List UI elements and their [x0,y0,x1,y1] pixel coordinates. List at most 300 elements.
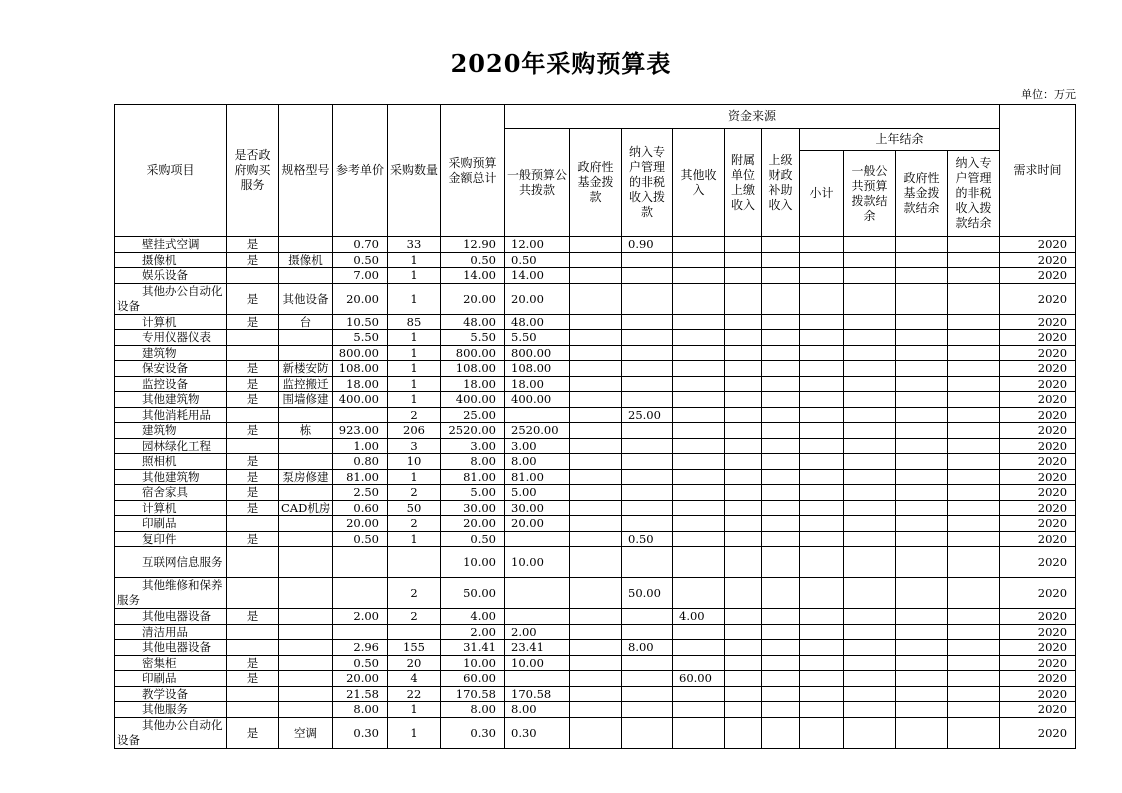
cell-time: 2020 [1000,392,1076,408]
cell-empty [844,345,896,361]
cell-special [622,361,673,377]
cell-spec [279,531,333,547]
cell-total: 3.00 [441,438,505,454]
cell-gov [227,268,279,284]
cell-time: 2020 [1000,268,1076,284]
cell-empty [800,686,844,702]
cell-empty [800,423,844,439]
cell-empty [762,516,800,532]
cell-empty [948,609,1000,625]
cell-empty [800,609,844,625]
cell-special [622,609,673,625]
cell-empty [844,578,896,609]
cell-price: 0.30 [333,717,388,748]
cell-item: 娱乐设备 [115,268,227,284]
cell-empty [725,547,762,578]
cell-spec: 空调 [279,717,333,748]
cell-spec: 泵房修建 [279,469,333,485]
header-unit-price: 参考单价 [333,105,388,237]
cell-empty [896,609,948,625]
cell-price: 20.00 [333,283,388,314]
table-row [115,686,1076,702]
cell-general: 0.50 [505,252,570,268]
cell-item: 专用仪器仪表 [115,330,227,346]
cell-general [505,671,570,687]
cell-empty [948,268,1000,284]
cell-price: 0.70 [333,237,388,253]
cell-empty [570,407,622,423]
procurement-budget-table [114,104,1076,749]
cell-gov: 是 [227,454,279,470]
cell-total: 10.00 [441,547,505,578]
cell-spec: 台 [279,314,333,330]
cell-other [673,407,725,423]
cell-time: 2020 [1000,624,1076,640]
cell-other [673,237,725,253]
cell-spec: 摄像机 [279,252,333,268]
cell-time: 2020 [1000,454,1076,470]
cell-empty [570,531,622,547]
cell-total: 5.50 [441,330,505,346]
cell-other [673,361,725,377]
cell-empty [762,376,800,392]
cell-empty [725,361,762,377]
cell-empty [896,454,948,470]
cell-price: 81.00 [333,469,388,485]
cell-empty [800,671,844,687]
cell-empty [896,531,948,547]
cell-gov [227,640,279,656]
cell-qty: 1 [388,376,441,392]
cell-spec [279,624,333,640]
cell-empty [844,469,896,485]
cell-empty [800,345,844,361]
cell-empty [844,717,896,748]
cell-empty [948,454,1000,470]
table-row [115,624,1076,640]
cell-qty: 1 [388,702,441,718]
cell-total: 60.00 [441,671,505,687]
cell-gov: 是 [227,671,279,687]
cell-special [622,438,673,454]
cell-other [673,252,725,268]
cell-empty [725,252,762,268]
cell-general: 20.00 [505,283,570,314]
cell-price: 0.50 [333,531,388,547]
cell-empty [844,624,896,640]
cell-total: 5.00 [441,485,505,501]
cell-price: 0.60 [333,500,388,516]
cell-empty [948,547,1000,578]
cell-gov [227,547,279,578]
table-row [115,392,1076,408]
cell-empty [896,469,948,485]
cell-empty [800,640,844,656]
cell-empty [948,314,1000,330]
cell-empty [762,609,800,625]
cell-empty [896,283,948,314]
cell-spec [279,547,333,578]
header-total: 采购预算金额总计 [441,105,505,237]
cell-total: 0.50 [441,252,505,268]
cell-general: 8.00 [505,702,570,718]
cell-empty [725,702,762,718]
cell-empty [948,330,1000,346]
cell-other [673,485,725,501]
cell-gov [227,407,279,423]
cell-qty: 1 [388,283,441,314]
cell-other: 60.00 [673,671,725,687]
cell-empty [725,609,762,625]
cell-empty [896,237,948,253]
cell-empty [762,485,800,501]
cell-price: 1.00 [333,438,388,454]
cell-empty [570,330,622,346]
cell-other [673,345,725,361]
cell-empty [896,438,948,454]
cell-special: 8.00 [622,640,673,656]
cell-price: 10.50 [333,314,388,330]
cell-time: 2020 [1000,717,1076,748]
header-fund-source: 资金来源 [505,105,1000,129]
cell-total: 4.00 [441,609,505,625]
cell-empty [762,438,800,454]
cell-empty [762,361,800,377]
cell-empty [725,516,762,532]
cell-qty: 1 [388,531,441,547]
cell-special [622,469,673,485]
cell-other [673,469,725,485]
cell-empty [570,655,622,671]
table-row [115,423,1076,439]
header-prev-special: 纳入专户管理的非税收入拨款结余 [948,151,1000,237]
cell-qty: 33 [388,237,441,253]
cell-empty [948,345,1000,361]
cell-empty [570,500,622,516]
cell-general [505,578,570,609]
cell-special [622,516,673,532]
cell-total: 8.00 [441,702,505,718]
cell-general: 48.00 [505,314,570,330]
cell-empty [800,438,844,454]
cell-spec: 新楼安防 [279,361,333,377]
table-row [115,717,1076,748]
cell-qty: 1 [388,361,441,377]
header-gov-service: 是否政府购买服务 [227,105,279,237]
cell-empty [844,500,896,516]
cell-time: 2020 [1000,547,1076,578]
cell-spec [279,438,333,454]
cell-spec [279,609,333,625]
cell-price [333,578,388,609]
cell-other [673,702,725,718]
cell-time: 2020 [1000,500,1076,516]
cell-time: 2020 [1000,283,1076,314]
cell-other [673,500,725,516]
cell-item: 园林绿化工程 [115,438,227,454]
cell-time: 2020 [1000,252,1076,268]
cell-item: 建筑物 [115,423,227,439]
cell-total: 14.00 [441,268,505,284]
header-demand-time: 需求时间 [1000,105,1076,237]
cell-empty [948,423,1000,439]
table-row [115,671,1076,687]
cell-spec [279,345,333,361]
cell-general: 0.30 [505,717,570,748]
cell-empty [844,640,896,656]
cell-empty [844,454,896,470]
cell-empty [844,330,896,346]
table-row [115,345,1076,361]
cell-empty [948,686,1000,702]
cell-total: 18.00 [441,376,505,392]
cell-spec [279,578,333,609]
cell-empty [844,702,896,718]
cell-empty [725,345,762,361]
cell-special [622,500,673,516]
cell-spec [279,655,333,671]
cell-empty [762,407,800,423]
cell-empty [896,578,948,609]
cell-special: 0.50 [622,531,673,547]
cell-empty [762,686,800,702]
table-row [115,407,1076,423]
cell-other [673,655,725,671]
cell-gov: 是 [227,717,279,748]
cell-general: 5.00 [505,485,570,501]
header-spec: 规格型号 [279,105,333,237]
cell-spec: 栋 [279,423,333,439]
cell-special [622,671,673,687]
cell-empty [844,609,896,625]
cell-price: 2.96 [333,640,388,656]
cell-empty [844,252,896,268]
table-body [115,237,1076,749]
cell-time: 2020 [1000,314,1076,330]
cell-empty [896,624,948,640]
cell-item: 印刷品 [115,671,227,687]
cell-total: 48.00 [441,314,505,330]
cell-price: 400.00 [333,392,388,408]
table-row [115,469,1076,485]
cell-spec: 其他设备 [279,283,333,314]
cell-empty [844,423,896,439]
cell-empty [948,640,1000,656]
cell-item: 宿舍家具 [115,485,227,501]
cell-general: 10.00 [505,547,570,578]
cell-empty [762,469,800,485]
cell-empty [800,283,844,314]
cell-empty [896,686,948,702]
cell-empty [948,485,1000,501]
cell-empty [844,237,896,253]
cell-empty [725,655,762,671]
cell-empty [725,640,762,656]
cell-general: 5.50 [505,330,570,346]
cell-price: 2.50 [333,485,388,501]
cell-other [673,268,725,284]
cell-empty [762,547,800,578]
cell-item: 摄像机 [115,252,227,268]
cell-empty [896,547,948,578]
cell-time: 2020 [1000,423,1076,439]
cell-empty [725,283,762,314]
cell-other [673,330,725,346]
cell-spec [279,237,333,253]
cell-empty [725,624,762,640]
cell-price [333,624,388,640]
table-row [115,609,1076,625]
cell-empty [725,314,762,330]
cell-empty [896,500,948,516]
cell-empty [844,407,896,423]
cell-empty [725,469,762,485]
cell-empty [570,314,622,330]
cell-empty [725,485,762,501]
cell-other [673,717,725,748]
cell-special [622,392,673,408]
cell-gov [227,578,279,609]
cell-empty [762,237,800,253]
cell-empty [800,547,844,578]
cell-general [505,609,570,625]
cell-empty [896,361,948,377]
cell-empty [570,671,622,687]
cell-empty [570,345,622,361]
cell-total: 10.00 [441,655,505,671]
cell-empty [844,361,896,377]
cell-empty [725,268,762,284]
cell-empty [570,454,622,470]
cell-empty [725,717,762,748]
cell-other [673,531,725,547]
cell-gov: 是 [227,252,279,268]
cell-empty [725,454,762,470]
cell-time: 2020 [1000,330,1076,346]
cell-gov: 是 [227,376,279,392]
cell-item: 计算机 [115,314,227,330]
cell-price: 7.00 [333,268,388,284]
cell-item: 印刷品 [115,516,227,532]
header-gov-fund: 政府性基金拨款 [570,129,622,237]
cell-qty [388,624,441,640]
table-row [115,361,1076,377]
cell-price: 2.00 [333,609,388,625]
table-row [115,454,1076,470]
cell-gov [227,702,279,718]
cell-gov: 是 [227,609,279,625]
unit-label: 单位：万元 [1021,88,1076,101]
cell-empty [896,407,948,423]
cell-empty [762,268,800,284]
cell-total: 400.00 [441,392,505,408]
cell-other [673,423,725,439]
cell-general [505,531,570,547]
cell-special [622,252,673,268]
header-prev-balance: 上年结余 [800,129,1000,151]
cell-item: 照相机 [115,454,227,470]
cell-empty [948,624,1000,640]
header-quantity: 采购数量 [388,105,441,237]
cell-empty [762,702,800,718]
cell-other [673,686,725,702]
cell-gov [227,330,279,346]
cell-general: 14.00 [505,268,570,284]
page-title: 2020年采购预算表 [450,49,672,78]
cell-empty [762,531,800,547]
cell-empty [948,283,1000,314]
cell-qty: 2 [388,407,441,423]
cell-gov: 是 [227,423,279,439]
cell-special [622,547,673,578]
header-prev-gov-fund: 政府性基金拨款结余 [896,151,948,237]
cell-time: 2020 [1000,237,1076,253]
cell-special [622,268,673,284]
cell-empty [762,252,800,268]
cell-general: 8.00 [505,454,570,470]
cell-price: 20.00 [333,516,388,532]
cell-special [622,423,673,439]
cell-empty [570,578,622,609]
cell-general: 2520.00 [505,423,570,439]
header-prev-general: 一般公共预算拨款结余 [844,151,896,237]
cell-spec [279,268,333,284]
cell-empty [725,531,762,547]
cell-empty [570,361,622,377]
cell-special: 50.00 [622,578,673,609]
cell-time: 2020 [1000,531,1076,547]
cell-empty [800,237,844,253]
cell-total: 30.00 [441,500,505,516]
cell-empty [725,407,762,423]
cell-time: 2020 [1000,609,1076,625]
cell-qty: 1 [388,252,441,268]
cell-empty [896,268,948,284]
cell-empty [896,485,948,501]
header-subtotal: 小计 [800,151,844,237]
cell-empty [948,361,1000,377]
cell-empty [948,237,1000,253]
cell-item: 清洁用品 [115,624,227,640]
table-row [115,283,1076,314]
cell-empty [844,655,896,671]
cell-item: 复印件 [115,531,227,547]
cell-empty [948,578,1000,609]
cell-total: 108.00 [441,361,505,377]
cell-time: 2020 [1000,361,1076,377]
cell-qty: 2 [388,516,441,532]
table-row [115,438,1076,454]
cell-empty [948,438,1000,454]
cell-empty [948,516,1000,532]
cell-empty [844,671,896,687]
cell-qty: 2 [388,485,441,501]
cell-qty: 4 [388,671,441,687]
cell-time: 2020 [1000,578,1076,609]
cell-qty: 1 [388,345,441,361]
cell-gov: 是 [227,392,279,408]
header-other-income: 其他收入 [673,129,725,237]
cell-empty [896,423,948,439]
cell-empty [800,330,844,346]
cell-empty [800,624,844,640]
cell-empty [896,640,948,656]
cell-general: 170.58 [505,686,570,702]
cell-empty [800,407,844,423]
cell-qty: 206 [388,423,441,439]
cell-empty [762,345,800,361]
cell-empty [725,392,762,408]
